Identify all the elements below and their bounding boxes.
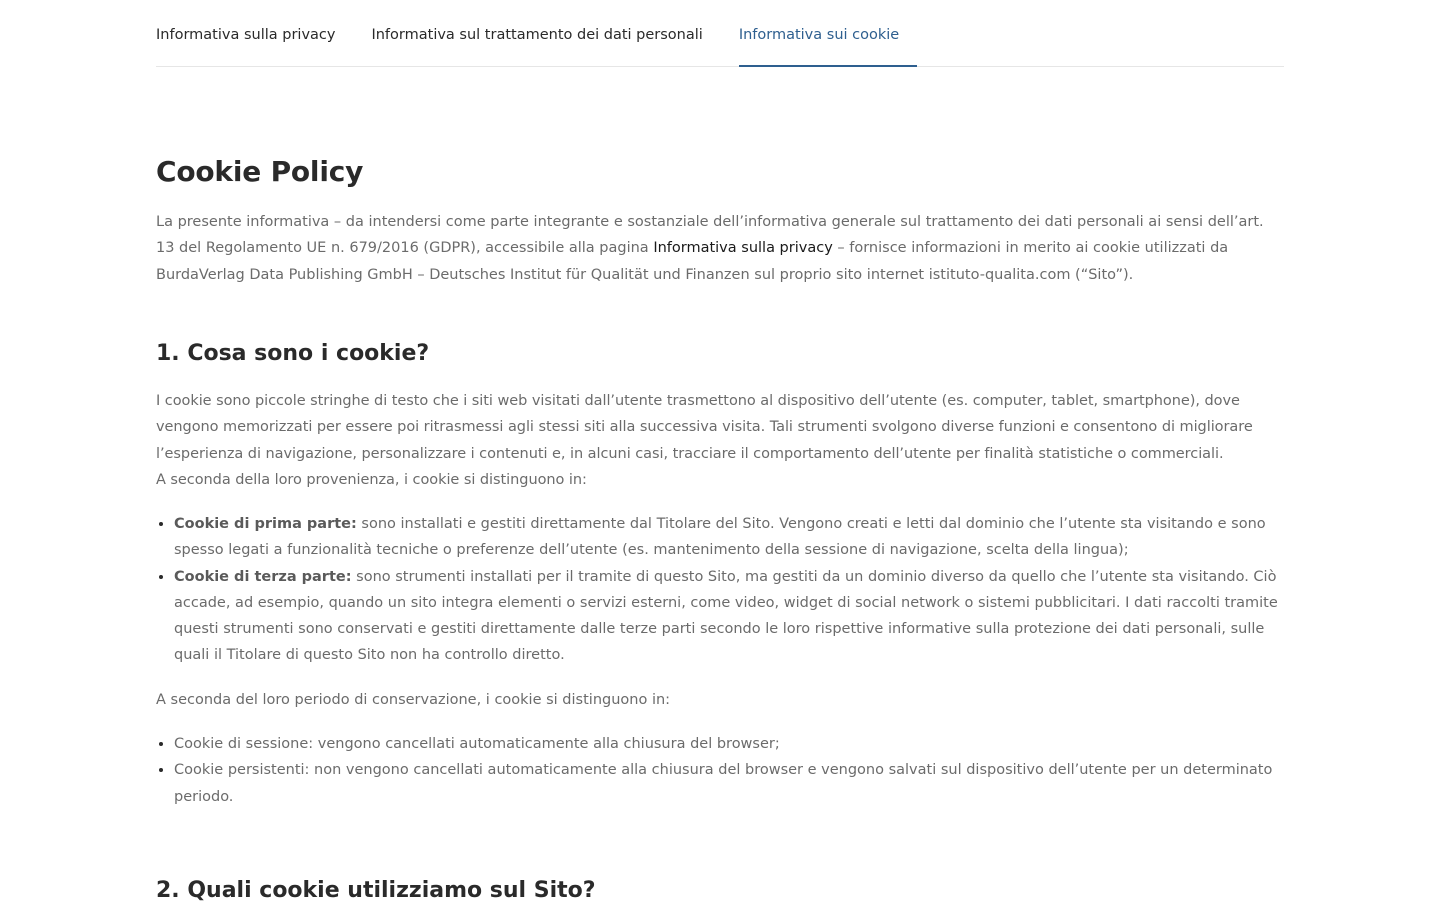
page-title: Cookie Policy — [156, 155, 364, 188]
section-1-heading: 1. Cosa sono i cookie? — [156, 341, 430, 366]
tab-cookie[interactable]: Informativa sui cookie — [739, 0, 899, 66]
list-item: • Cookie di sessione: vengono cancellati automaticamente alla chiusura del browser; — [174, 731, 1302, 757]
tab-data-processing[interactable]: Informativa sul trattamento dei dati personali — [371, 27, 703, 43]
policy-tabs — [156, 0, 1284, 67]
section-1-paragraph: I cookie sono piccole stringhe di testo che i siti web visitati dall’utente trasmettono al dispositivo dell’utente (es. computer, tablet, smartphone), dove vengono memorizzati per essere poi ritrasmessi agli stessi siti alla successiva visita. Tali strumenti svolgono diverse funzioni e consentono di migliorare l’esperienza di navigazione, personalizzare i contenuti e, in alcuni casi, tracciare il comportamento dell’utente per finalità statistiche o commerciali. — [156, 393, 1253, 462]
privacy-policy-link[interactable]: Informativa sulla privacy — [653, 240, 833, 257]
list-item-text: sono installati e gestiti direttamente dal Titolare del Sito. Vengono creati e letti dal dominio che l’utente sta visitando e sono spesso legati a funzionalità tecniche o preferenze dell’utente (es. mantenimento della sessione di navigazione, scelta della lingua); — [174, 516, 1266, 559]
list-item: • Cookie persistenti: non vengono cancellati automaticamente alla chiusura del browser e vengono salvati sul dispositivo dell’utente per un determinato periodo. — [174, 757, 1302, 810]
list-item-text: sono strumenti installati per il tramite di questo Sito, ma gestiti da un dominio diverso da quello che l’utente sta visitando. Ciò accade, ad esempio, quando un sito integra elementi o servizi esterni, come video, widget di social network o sistemi pubblicitari. I dati raccolti tramite questi strumenti sono conservati e gestiti direttamente dalle terze parti secondo le loro rispettive informative sulla protezione dei dati personali, sulle quali il Titolare di questo Sito non ha controllo diretto. — [174, 568, 1278, 664]
list-item-term: Cookie di terza parte: — [174, 568, 352, 585]
page-container — [156, 0, 1284, 903]
duration-intro: A seconda del loro periodo di conservazione, i cookie si distinguono in: — [156, 692, 671, 708]
list-item — [174, 564, 1302, 669]
intro-text-end: – fornisce informazioni in merito ai cookie utilizzati da BurdaVerlag Data Publishing GmbH – Deutsches Institut für Qualität und Finanzen sul proprio sito internet istituto-qualita.com (“Sito”). — [156, 240, 1229, 283]
list-item-term: Cookie di prima parte: — [174, 516, 357, 532]
provenance-list — [156, 511, 1302, 669]
intro-paragraph — [156, 209, 1284, 288]
list-item — [174, 511, 1302, 564]
provenance-intro: A seconda della loro provenienza, i cookie si distinguono in: — [156, 471, 587, 488]
tab-privacy[interactable]: Informativa sulla privacy — [156, 27, 336, 43]
section-2-heading: 2. Quali cookie utilizziamo sul Sito? — [156, 878, 596, 903]
duration-list — [156, 731, 1302, 810]
section-1-body — [156, 388, 1284, 493]
intro-text-start: La presente informativa – da intendersi come parte integrante e sostanziale dell’informativa generale sul trattamento dei dati personali ai sensi dell’art. 13 del Regolamento UE n. 679/2016 (GDPR), accessibile alla pagina — [156, 214, 1264, 257]
